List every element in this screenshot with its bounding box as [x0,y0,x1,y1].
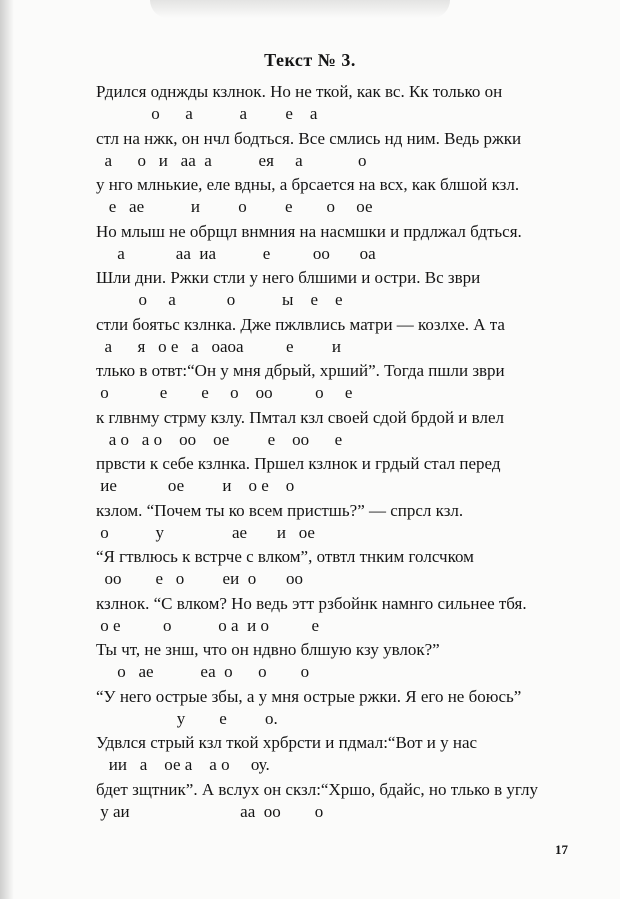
text-line: кзлом. “Почем ты ко всем пристшь?” — спрсл кзл. [96,500,464,520]
missing-vowels-line: у е о. [96,708,278,728]
missing-vowels-line: о а о ы е е [96,290,343,309]
text-line: тлько в отвт:“Он у мня дбрый, хрший”. Тогда пшли зври [96,361,505,380]
text-line: Ты чт, не знш, что он ндвно блшую кзу увлок?” [96,640,440,659]
missing-vowels-line: о а а е а [96,104,318,123]
text-title: Текст № 3. [264,50,356,70]
text-line: бдет зщтник”. А вслух он скзл:“Хршо, бдайс, но тлько в углу [96,779,538,799]
scan-smudge [150,0,450,18]
text-line: Рдился однжды кзлнок. Но не ткой, как вс. Кк только он [96,82,503,101]
missing-vowels-line: о ае еа о о о [96,662,310,681]
missing-vowels-line: оо е о еи о оо [96,569,303,588]
missing-vowels-line: а я о е а оаоа е и [96,336,341,356]
missing-vowels-line: у аи аа оо о [96,801,324,821]
text-line: кзлнок. “С влком? Но ведь этт рзбойнк намнго сильнее тбя. [96,593,527,613]
text-line: у нго млнькие, еле вдны, а брсается на всх, как блшой кзл. [96,175,520,194]
text-line: стл на нжк, он нчл бодться. Все смлись нд ним. Ведь ржки [96,128,522,148]
missing-vowels-line: е ае и о е о ое [96,197,373,216]
text-line: првсти к себе кзлнка. Пршел кзлнок и грдый стал перед [96,454,501,473]
binding-shadow [0,0,14,899]
missing-vowels-line: ии а ое а а о оу. [96,755,270,774]
missing-vowels-line: о е о о а и о е [96,615,319,635]
text-line: Удвлся стрый кзл ткой хрбрсти и пдмал:“Вот и у нас [96,733,478,752]
text-line: Но млыш не обрщл внмния на насмшки и прдлжал бдться. [96,221,522,241]
missing-vowels-line: ие ое и о е о [96,476,295,495]
text-line: “Я гтвлюсь к встрче с влком”, отвтл тнким голсчком [96,547,474,566]
missing-vowels-line: а о и аа а ея а о [96,150,367,170]
page-number: 17 [555,842,568,857]
text-line: стли боятьс кзлнка. Дже пжлвлись матри — козлхе. А та [96,314,505,334]
missing-vowels-line: а о а о оо ое е оо е [96,429,343,449]
missing-vowels-line: о е е о оо о е [96,383,353,402]
text-line: “У него острые збы, а у мня острые ржки. Я его не боюсь” [96,686,522,706]
text-line: Шли дни. Ржки стли у него блшими и остри. Вс зври [96,268,481,287]
missing-vowels-line: о у ае и ое [96,522,315,542]
text-line: к глвнму стрму кзлу. Пмтал кзл своей сдой брдой и влел [96,407,504,427]
missing-vowels-line: а аа иа е оо оа [96,243,376,263]
